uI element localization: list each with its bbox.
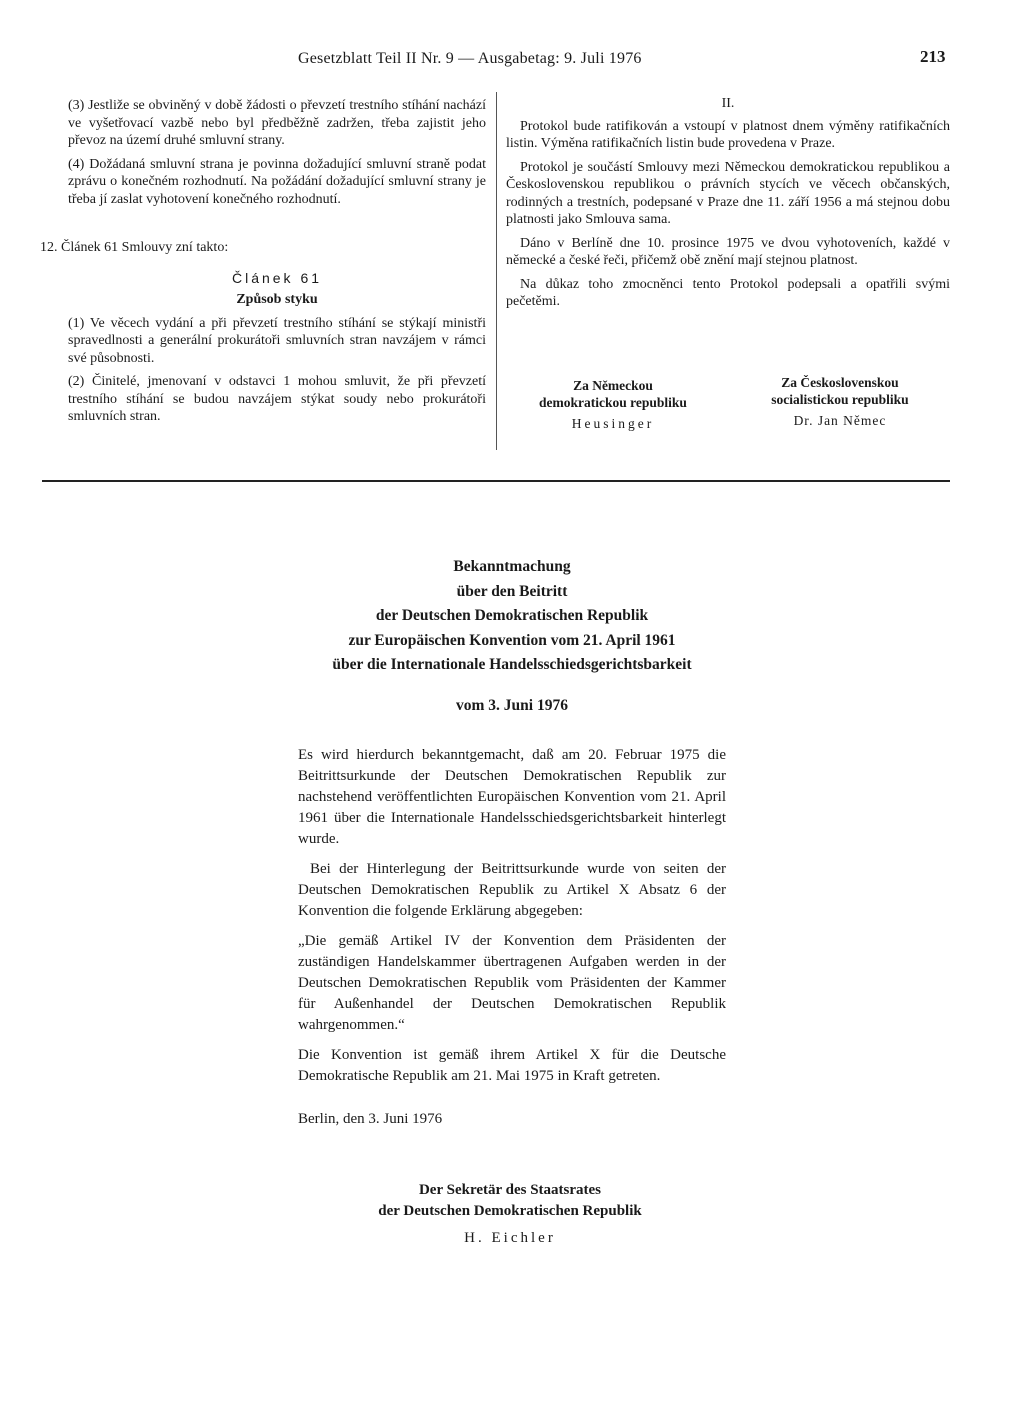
announcement-paragraph-2: Bei der Hinterlegung der Beitrittsurkunde wurde von seiten der Deutschen Demokratischen Republik zu Artikel X Absatz 6 der Konvention die folgende Erklärung abgegeben:: [298, 861, 726, 919]
place-date: Berlin, den 3. Juni 1976: [298, 1111, 443, 1127]
column-divider: [496, 92, 497, 450]
article-paragraph-1: (1) Ve věcech vydání a při převzetí trestního stíhání se stýkají ministři spravedlnosti a generální prokurátoři smluvních stran navzájem v rámci své působnosti.: [68, 315, 486, 366]
running-header: Gesetzblatt Teil II Nr. 9 — Ausgabetag: 9. Juli 1976: [298, 50, 642, 67]
signature-left-line1: Za Německou: [573, 378, 653, 393]
signature-right-block: [730, 374, 950, 429]
signer-name: H. Eichler: [464, 1230, 556, 1246]
title-line-2: über den Beitritt: [456, 582, 568, 600]
title-line-5: über die Internationale Handelsschiedsgerichtsbarkeit: [332, 656, 692, 673]
signature-left-name: Heusinger: [571, 416, 655, 431]
signature-right-line2: socialistickou republiku: [771, 392, 909, 407]
paragraph-4: (4) Dožádaná smluvní strana je povinna dožadující smluvní straně podat zprávu o konečném rozhodnutí. Na požádání dožadující smluvní strany je třeba jí zaslat vyhotovení konečného rozhodnutí.: [68, 156, 486, 207]
signature-left-line2: demokratickou republiku: [539, 395, 687, 410]
article-title: Způsob styku: [236, 292, 318, 307]
left-column: [40, 97, 486, 426]
signer-line-1: Der Sekretär des Staatsrates: [418, 1182, 602, 1198]
title-line-1: Bekanntmachung: [453, 558, 571, 575]
title-line-3: der Deutschen Demokratischen Republik: [375, 607, 649, 624]
declaration-quote: „Die gemäß Artikel IV der Konvention dem Präsidenten der zuständigen Handelskammer übertragenen Aufgaben werden in der Deutschen Demokratischen Republik vom Präsidenten der Kammer für Außenhandel der Deutschen Demokratischen Republik wahrgenommen.“: [298, 933, 726, 1033]
announcement-paragraph-3: Die Konvention ist gemäß ihrem Artikel X für die Deutsche Demokratische Republik am 21. Mai 1975 in Kraft getreten.: [298, 1047, 726, 1084]
article-heading: Článek 61: [231, 269, 323, 286]
signature-right-name: Dr. Jan Němec: [793, 413, 887, 428]
section-rule: [42, 480, 950, 482]
item-12: 12. Článek 61 Smlouvy zní takto:: [40, 240, 229, 255]
announcement-date: vom 3. Juni 1976: [456, 696, 568, 714]
signature-left-block: [508, 377, 718, 432]
section-number: II.: [721, 96, 735, 111]
announcement-paragraph-1: Es wird hierdurch bekanntgemacht, daß am 20. Februar 1975 die Beitrittsurkunde der Deutschen Demokratischen Republik zur nachstehend veröffentlichten Europäischen Konvention vom 21. April 1961 über die Internationale Handelsschiedsgerichtsbarkeit hinterlegt wurde.: [298, 747, 726, 847]
paragraph-3: (3) Jestliže se obviněný v době žádosti o převzetí trestního stíhání nachází ve vyšetřovací vazbě nebo byl předběžně zadržen, třeba zajistit jeho převoz na území druhé smluvní strany.: [68, 98, 486, 148]
right-column: [506, 95, 950, 311]
article-paragraph-2: (2) Činitelé, jmenovaní v odstavci 1 mohou smluvit, že při převzetí trestního stíhání se budou navzájem stýkat soudy nebo prokurátoři smluvních stran.: [68, 374, 486, 424]
protocol-paragraph-1: Protokol bude ratifikován a vstoupí v platnost dnem výměny ratifikačních listin. Výměna ratifikačních listin bude provedena v Praze.: [506, 118, 950, 151]
announcement-title: [0, 555, 1024, 718]
signature-right-line1: Za Československou: [781, 375, 899, 390]
protocol-paragraph-4: Na důkaz toho zmocněnci tento Protokol podepsali a opatřili svými pečetěmi.: [506, 276, 950, 309]
protocol-paragraph-2: Protokol je součástí Smlouvy mezi Německou demokratickou republikou a Československou republikou o právních stycích ve věcech občanských, rodinných a trestních, podepsané v Praze dne 11. září 1956 a má stejnou dobu platnosti jako Smlouva sama.: [506, 159, 950, 227]
signer-line-2: der Deutschen Demokratischen Republik: [378, 1203, 642, 1219]
title-line-4: zur Europäischen Konvention vom 21. April 1961: [348, 631, 676, 649]
closing-signature: [300, 1180, 720, 1249]
announcement-body: [298, 745, 726, 1130]
protocol-paragraph-3: Dáno v Berlíně dne 10. prosince 1975 ve dvou vyhotoveních, každé v německé a české řeči, přičemž obě znění mají stejnou platnost.: [506, 235, 950, 268]
page-number: 213: [920, 47, 946, 66]
